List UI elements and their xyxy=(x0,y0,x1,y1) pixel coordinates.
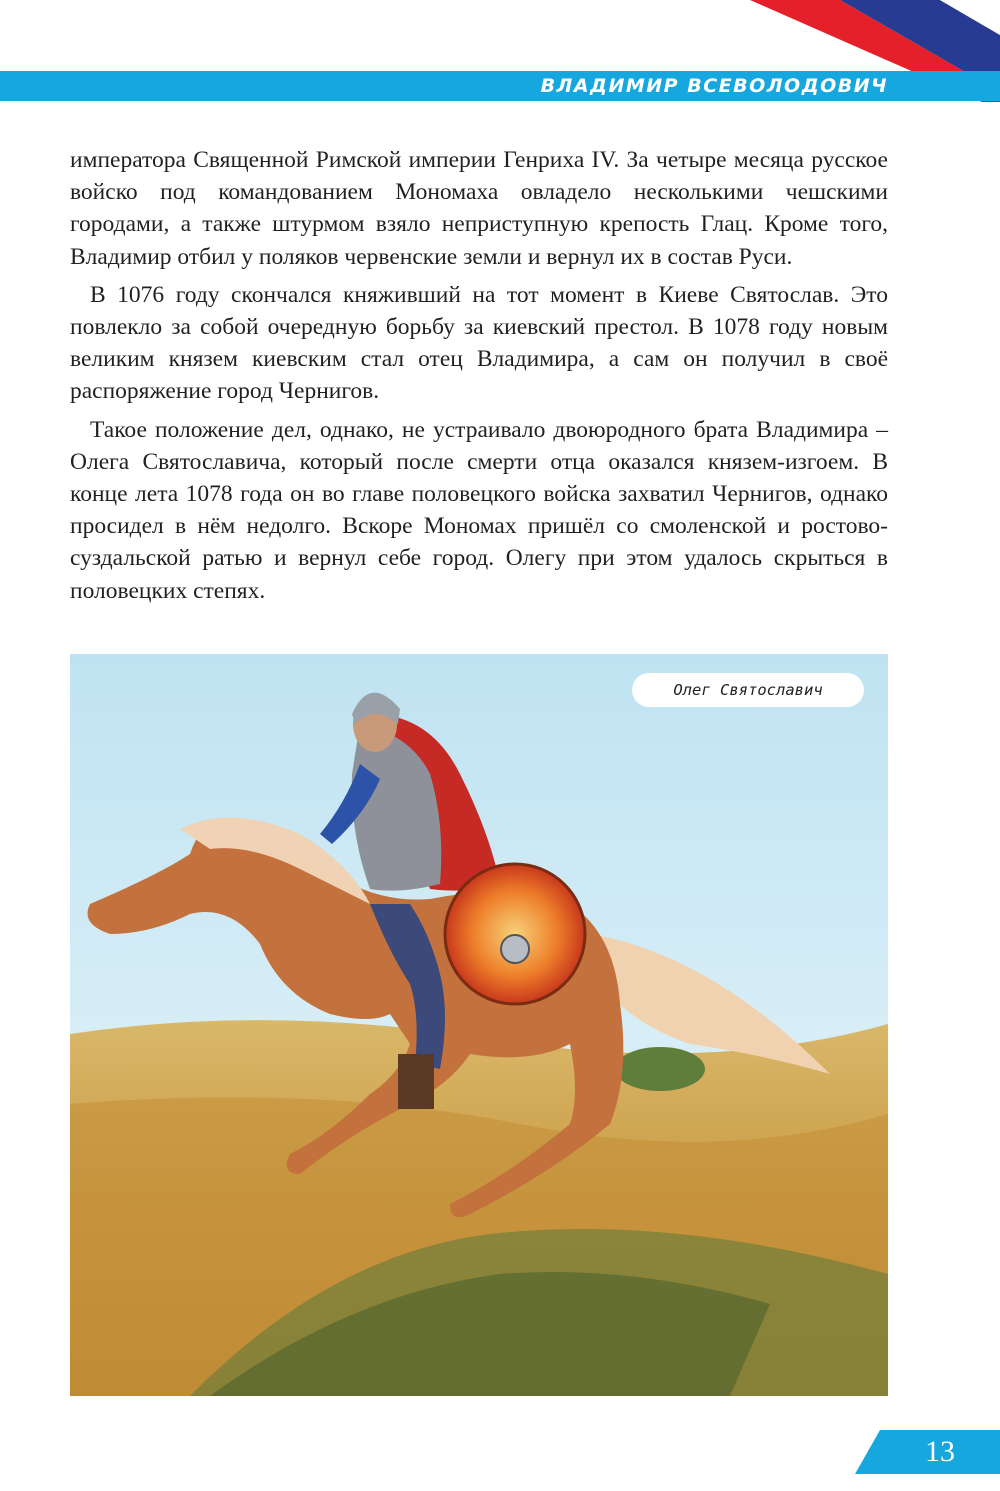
page-number: 13 xyxy=(925,1435,955,1468)
illustration-caption: Олег Святославич xyxy=(632,673,864,707)
mounted-warrior-illustration xyxy=(70,654,888,1396)
body-text xyxy=(70,144,888,607)
paragraph-3: Такое положение дел, однако, не устраивало двоюродного брата Владимира – Олега Святославича, который после смерти отца оказался князем-изгоем. В конце лета 1078 года он во главе половецкого войска захватил Чернигов, однако просидел в нём недолго. Вскоре Мономах пришёл со смоленской и ростово-суздальской ратью и вернул себе город. Олегу при этом удалось скрыться в половецких степях. xyxy=(70,416,888,604)
paragraph-2: В 1076 году скончался княживший на тот момент в Киеве Святослав. Это повлекло за собой очередную борьбу за киевский престол. В 1078 году новым великим князем киевским стал отец Владимира, а сам он получил в своё распоряжение город Чернигов. xyxy=(70,281,888,405)
running-header-title: ВЛАДИМИР ВСЕВОЛОДОВИЧ xyxy=(540,75,888,97)
paragraph-1: императора Священной Римской империи Генриха IV. За четыре месяца русское войско под командованием Мономаха овладело несколькими чешскими городами, а также штурмом взяло неприступную крепость Глац. Кроме того, Владимир отбил у поляков червенские земли и вернул их в состав Руси. xyxy=(70,147,888,270)
